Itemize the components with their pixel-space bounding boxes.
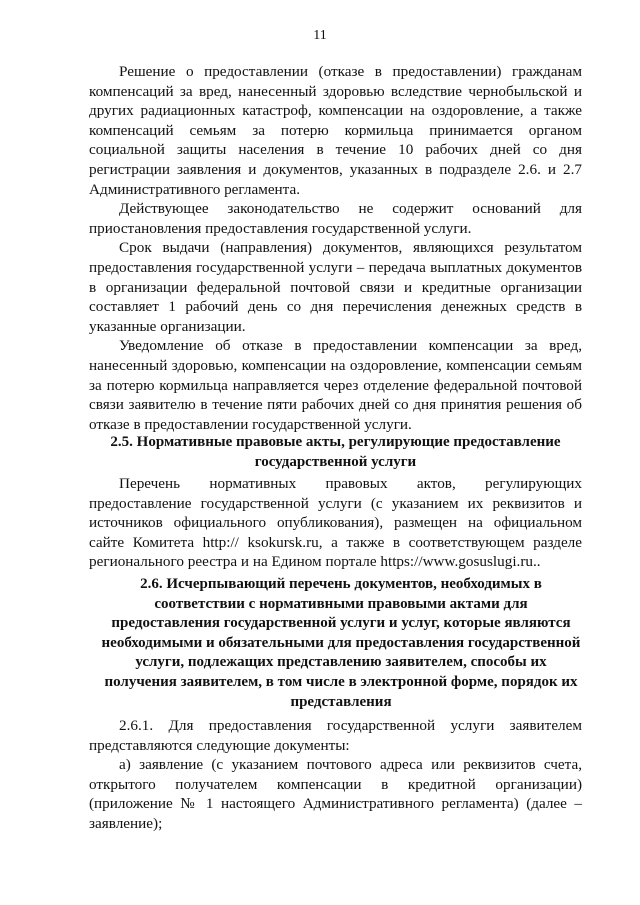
paragraph: Действующее законодательство не содержит оснований для приостановления предоставления государственной услуги. [89,200,582,237]
paragraph: Уведомление об отказе в предоставлении компенсации за вред, нанесенный здоровью, компенсации на оздоровление, компенсации семьям за потерю кормильца направляется через отделение федеральной почтовой связи заявителю в течение пяти рабочих дней со дня принятия решения об отказе в предоставлении государственной услуги. [89,337,582,433]
section-2-6-text [89,716,582,834]
section-heading-2-5: 2.5. Нормативные правовые акты, регулирующие предоставление государственной услуги [110,434,561,470]
paragraph: Решение о предоставлении (отказе в предоставлении) гражданам компенсаций за вред, нанесенный здоровью вследствие чернобыльской и других радиационных катастроф, компенсации на оздоровление, а также компенсаций семьям за потерю кормильца принимается органом социальной защиты населения в течение 10 рабочих дней со дня регистрации заявления и документов, указанных в подразделе 2.6. и 2.7 Административного регламента. [89,63,582,198]
paragraph: 2.6.1. Для предоставления государственной услуги заявителем представляются следующие документы: [89,717,582,754]
page-number: 11 [313,28,327,43]
section-2-5-text [89,474,582,572]
section-2-4-text [89,62,582,434]
paragraph: Перечень нормативных правовых актов, регулирующих предоставление государственной услуги (с указанием их реквизитов и источников официального опубликования), размещен на официальном сайте Комитета http:// ksokursk.ru, а также в соответствующем разделе регионального реестра и на Едином портале https://www.gosuslugi.ru.. [89,475,582,571]
section-heading-2-6: 2.6. Исчерпывающий перечень документов, необходимых в соответствии с нормативными правовыми актами для предоставления государственной услуги и услуг, которые являются необходимыми и обязательными для предоставления государственной услуги, подлежащих представлению заявителем, способы их получения заявителем, в том числе в электронной форме, порядок их представления [101,576,581,710]
paragraph: а) заявление (с указанием почтового адреса или реквизитов счета, открытого получателем компенсации в кредитной организации) (приложение № 1 настоящего Административного регламента) (далее – заявление); [89,756,582,832]
paragraph: Срок выдачи (направления) документов, являющихся результатом предоставления государственной услуги – передача выплатных документов в организации федеральной почтовой связи и кредитные организации составляет 1 рабочий день со дня перечисления денежных средств в указанные организации. [89,239,582,335]
